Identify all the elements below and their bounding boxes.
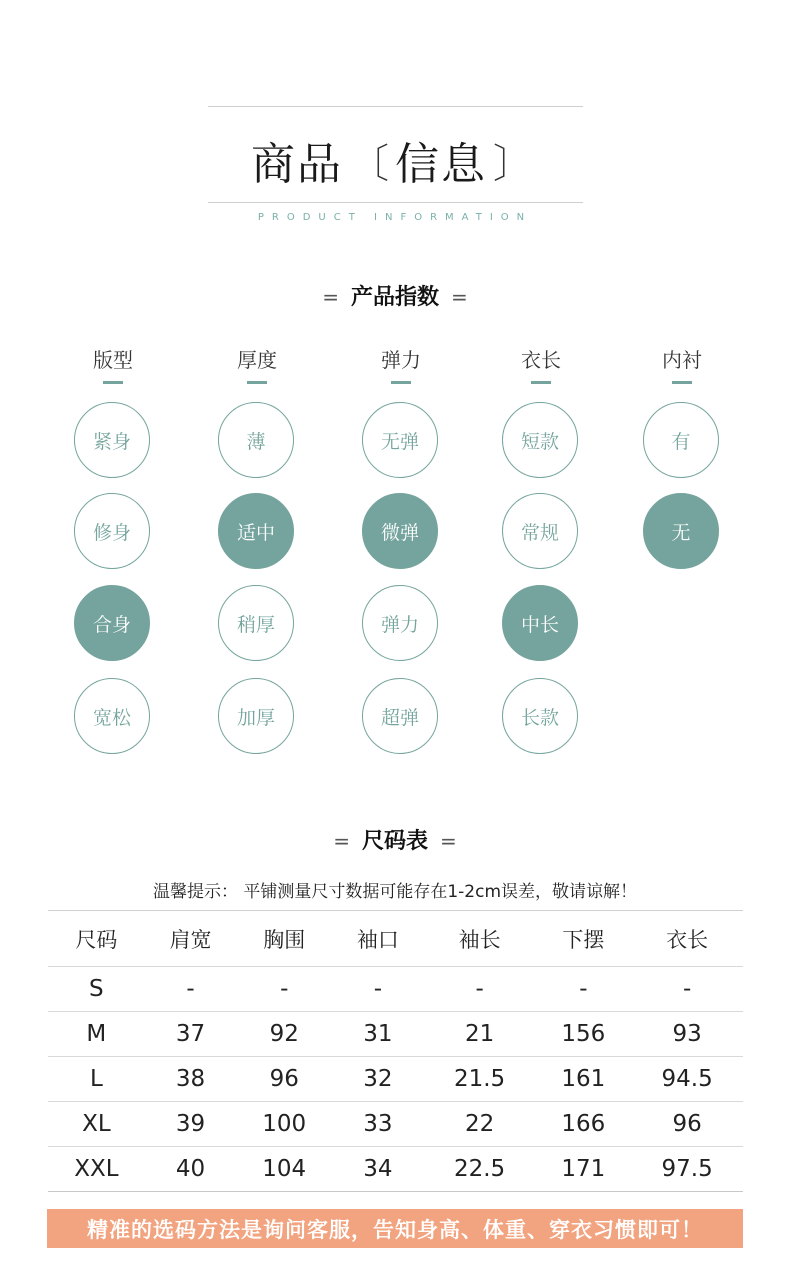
table-cell: - [424,967,536,1012]
index-option: 紧身 [74,402,150,478]
size-table [48,912,743,1192]
table-header-cell: 衣长 [631,912,743,967]
table-cell: XL [48,1102,145,1147]
index-column [361,345,441,729]
index-option: 宽松 [74,678,150,754]
title-right: 信息 [395,139,487,190]
index-option: 稍厚 [218,585,294,661]
index-option: 无弹 [362,402,438,478]
index-option: 超弹 [362,678,438,754]
index-column-label: 弹力 [381,348,421,372]
index-column [217,345,297,729]
index-option-selected: 无 [643,493,719,569]
advice-banner: 精准的选码方法是询问客服，告知身高、体重、穿衣习惯即可！ [47,1209,743,1248]
table-cell: 39 [145,1102,237,1147]
table-cell: S [48,967,145,1012]
table-cell: M [48,1012,145,1057]
table-header-cell: 胸围 [236,912,332,967]
index-option: 加厚 [218,678,294,754]
table-cell: - [332,967,424,1012]
size-title-text: 尺码表 [361,829,428,854]
index-option: 长款 [502,678,578,754]
table-cell: 156 [535,1012,631,1057]
table-cell: 32 [332,1057,424,1102]
index-option: 短款 [502,402,578,478]
page-subtitle: PRODUCT INFORMATION [257,212,533,223]
table-cell: 166 [535,1102,631,1147]
table-cell: 22.5 [424,1147,536,1192]
eq-right: = [440,829,457,853]
index-option-selected: 适中 [218,493,294,569]
table-cell: 171 [535,1147,631,1192]
index-column-underline [103,381,123,384]
bracket-close: 〕 [493,140,533,187]
table-row [48,967,743,1012]
index-option-selected: 合身 [74,585,150,661]
table-row [48,1012,743,1057]
table-cell: - [535,967,631,1012]
table-cell: 94.5 [631,1057,743,1102]
index-column [642,345,722,544]
table-cell: 21 [424,1012,536,1057]
index-section-title [0,280,790,311]
index-column-label: 版型 [93,348,133,372]
index-option: 修身 [74,493,150,569]
index-option: 薄 [218,402,294,478]
eq-left: = [322,285,339,309]
page-title [0,128,790,192]
title-left: 商品 [251,139,343,190]
table-cell: - [236,967,332,1012]
table-cell: 96 [236,1057,332,1102]
table-header-row [48,912,743,967]
index-column-label: 内衬 [662,348,702,372]
index-column-label: 衣长 [521,348,561,372]
index-option: 有 [643,402,719,478]
index-column-underline [672,381,692,384]
table-cell: 22 [424,1102,536,1147]
table-cell: 38 [145,1057,237,1102]
table-cell: 161 [535,1057,631,1102]
table-cell: L [48,1057,145,1102]
index-option: 弹力 [362,585,438,661]
table-cell: 37 [145,1012,237,1057]
table-cell: 92 [236,1012,332,1057]
eq-right: = [451,285,468,309]
table-top-divider [48,910,743,911]
index-option-selected: 微弹 [362,493,438,569]
table-cell: 96 [631,1102,743,1147]
index-title-text: 产品指数 [350,285,439,310]
table-header-cell: 袖口 [332,912,424,967]
table-cell: 31 [332,1012,424,1057]
index-column [73,345,153,729]
index-column [501,345,581,729]
table-cell: 34 [332,1147,424,1192]
table-header-cell: 尺码 [48,912,145,967]
index-option-selected: 中长 [502,585,578,661]
table-cell: 21.5 [424,1057,536,1102]
table-row [48,1057,743,1102]
index-column-underline [391,381,411,384]
index-option: 常规 [502,493,578,569]
table-header-cell: 肩宽 [145,912,237,967]
table-header-cell: 下摆 [535,912,631,967]
bracket-open: 〔 [349,140,389,187]
table-cell: 93 [631,1012,743,1057]
table-cell: 33 [332,1102,424,1147]
table-cell: 97.5 [631,1147,743,1192]
header-top-divider [208,106,583,107]
table-header-cell: 袖长 [424,912,536,967]
table-row [48,1147,743,1192]
table-cell: XXL [48,1147,145,1192]
index-column-underline [247,381,267,384]
measurement-tip: 温馨提示： 平铺测量尺寸数据可能存在1-2cm误差，敬请谅解！ [152,882,638,902]
index-column-underline [531,381,551,384]
table-cell: - [145,967,237,1012]
size-section-title [0,824,790,855]
eq-left: = [333,829,350,853]
table-cell: 104 [236,1147,332,1192]
table-cell: 40 [145,1147,237,1192]
table-row [48,1102,743,1147]
table-cell: - [631,967,743,1012]
index-column-label: 厚度 [237,348,277,372]
table-cell: 100 [236,1102,332,1147]
header-bottom-divider [208,202,583,203]
